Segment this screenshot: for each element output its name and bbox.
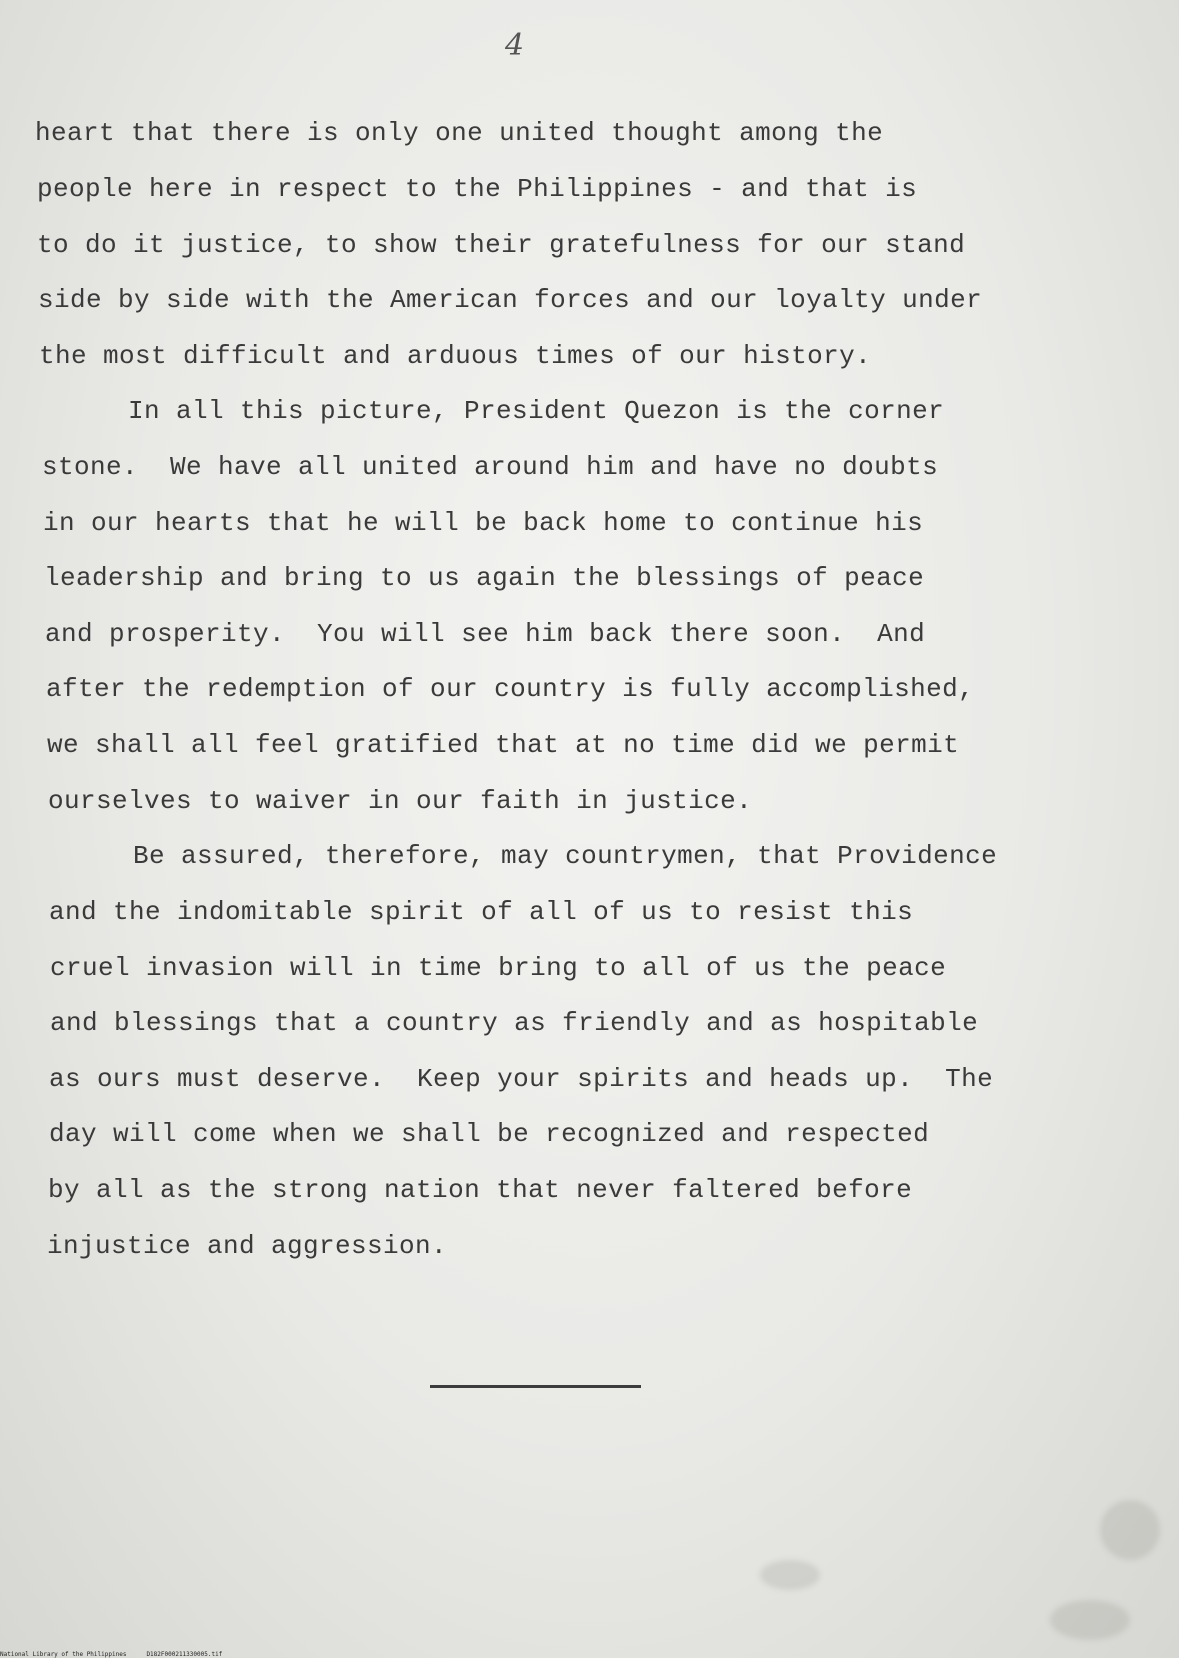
text-line: as ours must deserve. Keep your spirits and heads up. The bbox=[49, 1064, 994, 1094]
paper-smudge bbox=[760, 1560, 820, 1590]
footer-file: D182F000211330005.tif bbox=[146, 1651, 223, 1658]
text-line: stone. We have all united around him and have no doubts bbox=[42, 452, 939, 482]
text-line: injustice and aggression. bbox=[47, 1231, 448, 1261]
text-line: heart that there is only one united thought among the bbox=[35, 118, 884, 148]
text-line: leadership and bring to us again the blessings of peace bbox=[44, 563, 925, 593]
text-line: ourselves to waiver in our faith in justice. bbox=[48, 786, 753, 816]
text-line: In all this picture, President Quezon is the corner bbox=[128, 396, 945, 426]
footer-source: National Library of the Philippines bbox=[0, 1651, 127, 1658]
paper-smudge bbox=[1050, 1600, 1130, 1640]
text-line: people here in respect to the Philippines - and that is bbox=[37, 174, 918, 204]
text-line: and the indomitable spirit of all of us to resist this bbox=[49, 897, 914, 927]
text-line: side by side with the American forces and our loyalty under bbox=[38, 285, 983, 315]
text-line: and blessings that a country as friendly and as hospitable bbox=[50, 1008, 979, 1038]
text-line: and prosperity. You will see him back there soon. And bbox=[45, 619, 926, 649]
text-line: the most difficult and arduous times of our history. bbox=[39, 341, 872, 371]
text-line: to do it justice, to show their gratefulness for our stand bbox=[37, 230, 966, 260]
text-line: we shall all feel gratified that at no time did we permit bbox=[47, 730, 960, 760]
text-line: Be assured, therefore, may countrymen, that Providence bbox=[133, 841, 998, 871]
text-line: day will come when we shall be recognized and respected bbox=[49, 1119, 930, 1149]
text-line: after the redemption of our country is fully accomplished, bbox=[46, 674, 975, 704]
closing-rule bbox=[430, 1385, 641, 1388]
page-number: 4 bbox=[505, 28, 525, 63]
scan-footer bbox=[0, 1651, 242, 1658]
paper-smudge bbox=[1100, 1500, 1160, 1560]
text-line: in our hearts that he will be back home to continue his bbox=[43, 508, 924, 538]
text-line: by all as the strong nation that never faltered before bbox=[48, 1175, 913, 1205]
text-line: cruel invasion will in time bring to all of us the peace bbox=[50, 953, 947, 983]
